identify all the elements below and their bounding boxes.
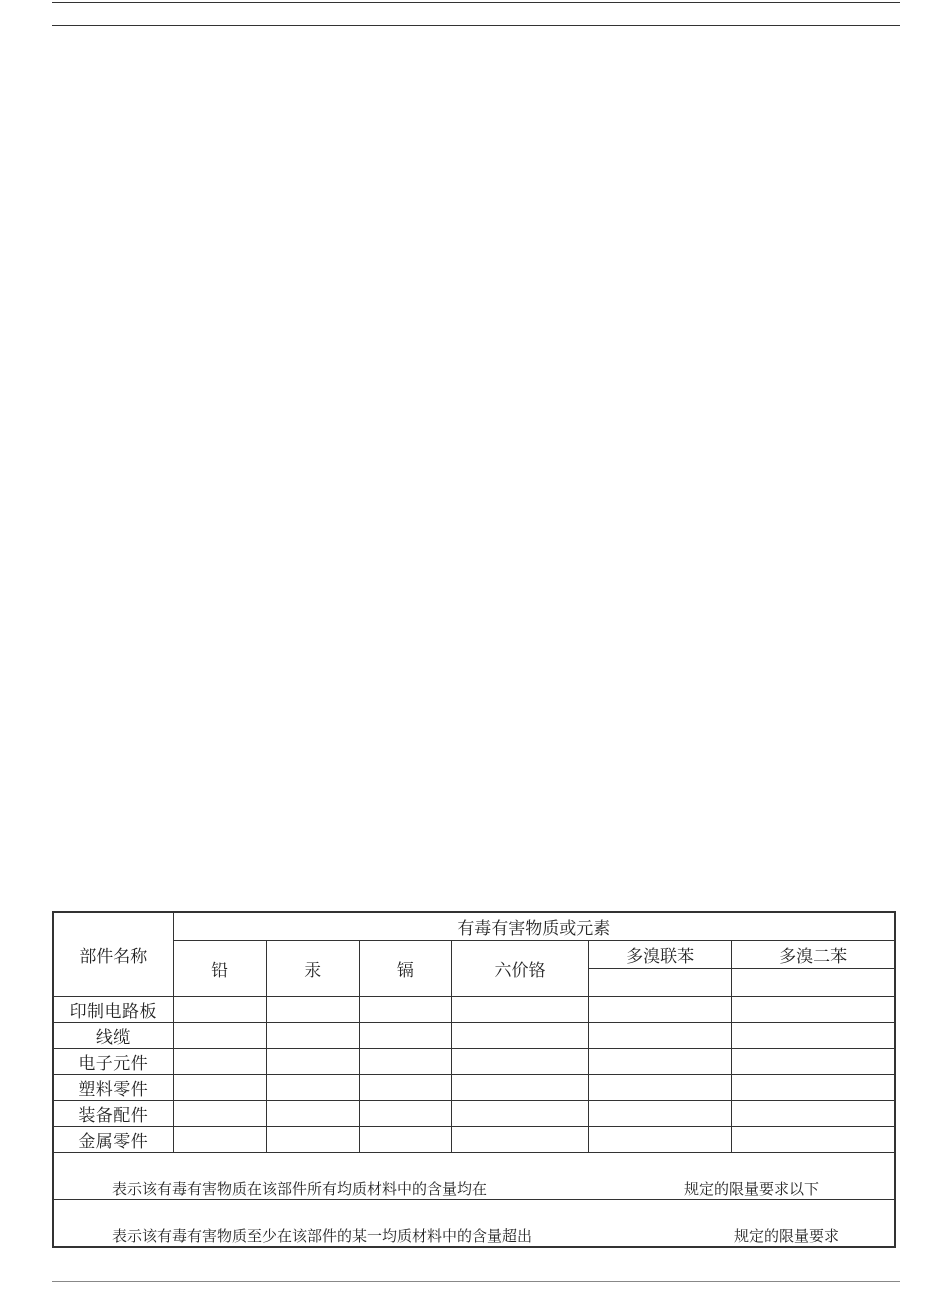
table-row	[54, 1048, 894, 1074]
note-below-limit	[54, 1152, 894, 1199]
table-row	[54, 1126, 894, 1152]
table-cell	[173, 996, 266, 1022]
table-cell	[589, 996, 732, 1022]
note-exceeds-limit-text: 表示该有毒有害物质至少在该部件的某一均质材料中的含量超出	[112, 1227, 533, 1245]
table-cell	[359, 1074, 451, 1100]
row-label-accessories: 装备配件	[54, 1100, 173, 1126]
table-cell	[359, 996, 451, 1022]
table-cell	[173, 1048, 266, 1074]
hazardous-substance-table-frame	[52, 911, 896, 1248]
table-cell	[359, 1022, 451, 1048]
table-cell	[732, 996, 894, 1022]
column-header-pbb: 多溴联苯	[589, 940, 732, 968]
table-cell	[589, 1048, 732, 1074]
hazardous-substance-table	[54, 913, 894, 1246]
header-rule-thin	[52, 2, 900, 3]
column-header-cadmium: 镉	[359, 940, 451, 996]
part-name-header: 部件名称	[54, 913, 173, 996]
table-cell	[359, 1048, 451, 1074]
header-rule-thick	[52, 25, 900, 26]
table-cell	[589, 1100, 732, 1126]
row-label-metal-parts: 金属零件	[54, 1126, 173, 1152]
table-cell	[266, 1048, 359, 1074]
column-header-mercury: 汞	[266, 940, 359, 996]
table-cell	[266, 1074, 359, 1100]
table-cell	[266, 996, 359, 1022]
footer-rule	[52, 1281, 900, 1282]
table-cell	[732, 1048, 894, 1074]
column-header-lead: 铅	[173, 940, 266, 996]
table-row	[54, 1074, 894, 1100]
table-cell	[451, 996, 588, 1022]
table-cell	[173, 1022, 266, 1048]
table-cell	[589, 1126, 732, 1152]
column-header-hexavalent-chromium: 六价铬	[451, 940, 588, 996]
table-cell	[451, 1022, 588, 1048]
table-cell	[266, 1100, 359, 1126]
pbb-subheader-cell	[589, 968, 732, 996]
note-exceeds-limit	[54, 1199, 894, 1246]
table-cell	[359, 1126, 451, 1152]
note-below-limit-suffix: 规定的限量要求以下	[684, 1179, 820, 1198]
table-cell	[173, 1074, 266, 1100]
table-cell	[589, 1074, 732, 1100]
table-cell	[732, 1022, 894, 1048]
row-label-pcb: 印制电路板	[54, 996, 173, 1022]
table-cell	[451, 1100, 588, 1126]
table-cell	[451, 1048, 588, 1074]
table-cell	[173, 1126, 266, 1152]
pbde-subheader-cell	[732, 968, 894, 996]
note-below-limit-text: 表示该有毒有害物质在该部件所有均质材料中的含量均在	[112, 1179, 488, 1198]
table-cell	[173, 1100, 266, 1126]
table-row	[54, 1100, 894, 1126]
table-cell	[732, 1074, 894, 1100]
row-label-cable: 线缆	[54, 1022, 173, 1048]
column-header-pbde: 多溴二苯	[732, 940, 894, 968]
table-cell	[732, 1126, 894, 1152]
table-cell	[266, 1022, 359, 1048]
row-label-electronic-components: 电子元件	[54, 1048, 173, 1074]
table-cell	[451, 1074, 588, 1100]
table-row	[54, 996, 894, 1022]
table-row	[54, 1022, 894, 1048]
table-cell	[732, 1100, 894, 1126]
note-exceeds-limit-suffix: 规定的限量要求	[734, 1227, 840, 1245]
table-cell	[589, 1022, 732, 1048]
table-cell	[359, 1100, 451, 1126]
table-cell	[266, 1126, 359, 1152]
substance-group-header: 有毒有害物质或元素	[173, 913, 894, 940]
row-label-plastic-parts: 塑料零件	[54, 1074, 173, 1100]
table-cell	[451, 1126, 588, 1152]
